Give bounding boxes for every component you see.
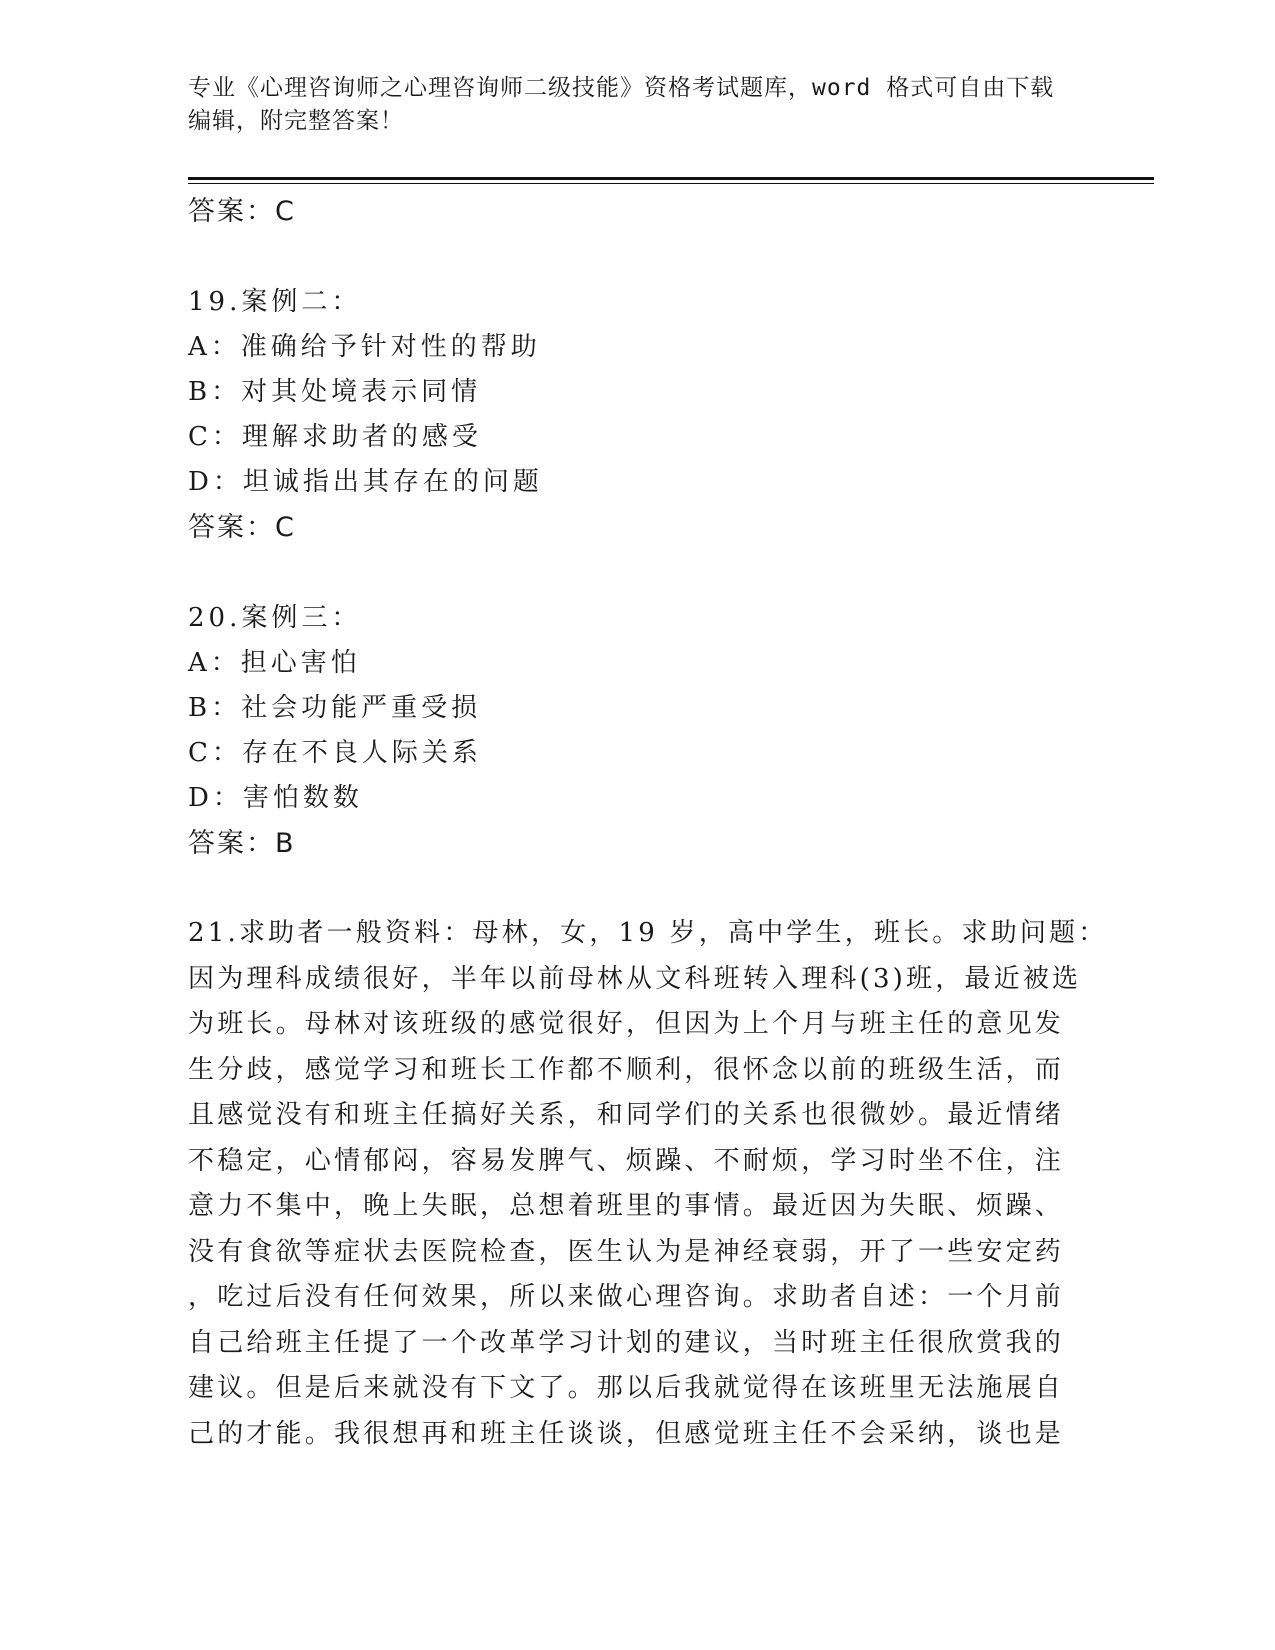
document-header	[188, 72, 1068, 138]
paragraph-line: 且感觉没有和班主任搞好关系，和同学们的关系也很微妙。最近情绪	[188, 1100, 1065, 1130]
option-d: D：坦诚指出其存在的问题	[188, 467, 543, 497]
option-a: A：准确给予针对性的帮助	[188, 332, 541, 362]
option-d: D：害怕数数	[188, 783, 363, 813]
paragraph-line: 21.求助者一般资料：母林，女，19 岁，高中学生，班长。求助问题：	[188, 918, 1108, 948]
question-title: 19.案例二：	[188, 287, 362, 317]
paragraph-line: 为班长。母林对该班级的感觉很好，但因为上个月与班主任的意见发	[188, 1009, 1065, 1039]
option-c: C：存在不良人际关系	[188, 738, 482, 768]
header-line-1: 专业《心理咨询师之心理咨询师二级技能》资格考试题库，word 格式可自由下载	[188, 75, 1055, 101]
spacer	[188, 550, 1078, 595]
paragraph-line: 意力不集中，晚上失眠，总想着班里的事情。最近因为失眠、烦躁、	[188, 1191, 1065, 1221]
header-line-2: 编辑，附完整答案！	[188, 108, 404, 134]
header-divider-thick	[188, 177, 1154, 180]
option-c: C：理解求助者的感受	[188, 422, 482, 452]
spacer	[188, 866, 1078, 911]
paragraph-line: 生分歧，感觉学习和班长工作都不顺利，很怀念以前的班级生活，而	[188, 1054, 1065, 1085]
answer-previous: 答案：C	[188, 196, 296, 227]
paragraph-line: 没有食欲等症状去医院检查，医生认为是神经衰弱，开了一些安定药	[188, 1236, 1065, 1267]
paragraph-line: 因为理科成绩很好，半年以前母林从文科班转入理科(3)班，最近被选	[188, 963, 1082, 994]
paragraph-line: 己的才能。我很想再和班主任谈谈，但感觉班主任不会采纳，谈也是	[188, 1418, 1065, 1449]
paragraph-line: ，吃过后没有任何效果，所以来做心理咨询。求助者自述：一个月前	[188, 1282, 1065, 1312]
header-divider-thin	[188, 183, 1154, 184]
paragraph-line: 不稳定，心情郁闷，容易发脾气、烦躁、不耐烦，学习时坐不住，注	[188, 1145, 1065, 1176]
question-title: 20.案例三：	[188, 603, 362, 633]
paragraph-line: 自己给班主任提了一个改革学习计划的建议，当时班主任很欣赏我的	[188, 1327, 1065, 1358]
question-19	[188, 279, 1078, 550]
spacer	[188, 234, 1078, 279]
answer: 答案：B	[188, 828, 296, 859]
option-b: B：社会功能严重受损	[188, 693, 482, 723]
answer: 答案：C	[188, 512, 296, 543]
option-b: B：对其处境表示同情	[188, 377, 482, 407]
document-body	[188, 189, 1108, 1457]
paragraph-line: 建议。但是后来就没有下文了。那以后我就觉得在该班里无法施展自	[188, 1373, 1065, 1403]
option-a: A：担心害怕	[188, 648, 361, 678]
question-20	[188, 595, 1078, 866]
question-21	[188, 911, 1108, 1457]
